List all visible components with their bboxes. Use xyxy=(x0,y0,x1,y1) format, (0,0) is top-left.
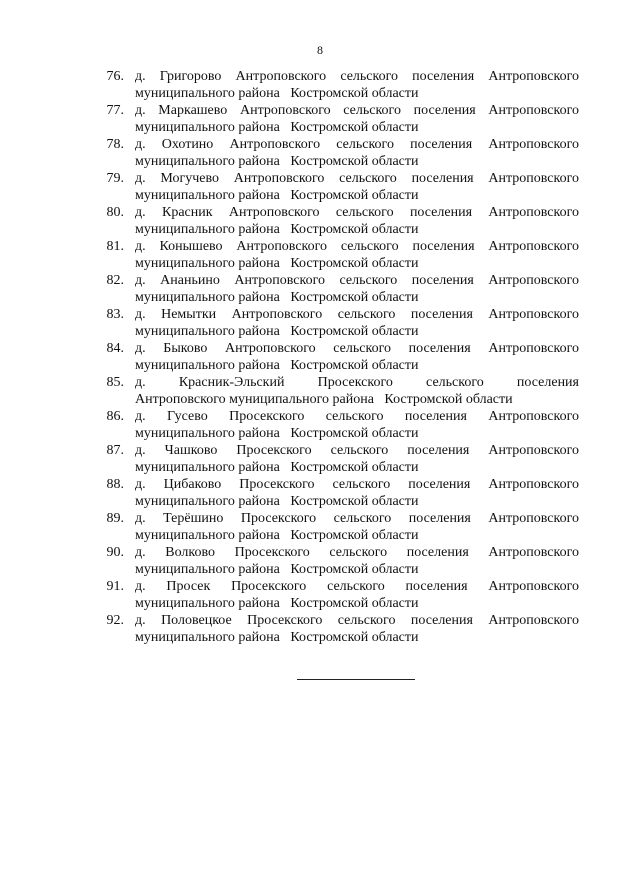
list-item xyxy=(0,408,640,442)
list-item xyxy=(0,68,640,102)
item-number: 84. xyxy=(106,341,124,356)
item-text xyxy=(135,272,579,306)
item-text-line-2: муниципального района Костромской области xyxy=(135,494,419,509)
item-text-line-1: д. Волково Просекского сельского поселения Антроповского xyxy=(135,545,579,560)
item-text-line-2: муниципального района Костромской области xyxy=(135,596,419,611)
item-text-line-2: муниципального района Костромской области xyxy=(135,256,419,271)
item-text-line-2: муниципального района Костромской области xyxy=(135,460,419,475)
item-number: 90. xyxy=(106,545,124,560)
item-number: 88. xyxy=(106,477,124,492)
item-text-line-1: д. Конышево Антроповского сельского поселения Антроповского xyxy=(135,239,579,254)
item-number: 87. xyxy=(106,443,124,458)
item-text-line-2: муниципального района Костромской области xyxy=(135,358,419,373)
list-item xyxy=(0,510,640,544)
item-text-line-2: муниципального района Костромской области xyxy=(135,562,419,577)
list-item xyxy=(0,170,640,204)
item-text xyxy=(135,102,579,136)
end-of-list-divider xyxy=(297,679,415,680)
item-text-line-2: муниципального района Костромской области xyxy=(135,120,419,135)
item-text xyxy=(135,612,579,646)
item-text-line-1: д. Чашково Просекского сельского поселения Антроповского xyxy=(135,443,579,458)
item-text-line-1: д. Гусево Просекского сельского поселения Антроповского xyxy=(135,409,579,424)
list-item xyxy=(0,306,640,340)
list-item xyxy=(0,136,640,170)
item-number: 82. xyxy=(106,273,124,288)
item-text xyxy=(135,68,579,102)
list-item xyxy=(0,442,640,476)
item-text xyxy=(135,578,579,612)
item-text-line-1: д. Могучево Антроповского сельского поселения Антроповского xyxy=(135,171,579,186)
item-text-line-1: д. Быково Антроповского сельского поселения Антроповского xyxy=(135,341,579,356)
page-number: 8 xyxy=(317,43,323,57)
item-text-line-1: д. Просек Просекского сельского поселения Антроповского xyxy=(135,579,579,594)
item-number: 85. xyxy=(106,375,124,390)
item-text xyxy=(135,340,579,374)
item-number: 86. xyxy=(106,409,124,424)
item-text-line-2: муниципального района Костромской области xyxy=(135,630,419,645)
item-text-line-1: д. Красник Антроповского сельского поселения Антроповского xyxy=(135,205,579,220)
item-text xyxy=(135,204,579,238)
item-number: 81. xyxy=(106,239,124,254)
item-text-line-1: д. Ананьино Антроповского сельского поселения Антроповского xyxy=(135,273,579,288)
item-text-line-1: д. Цибаково Просекского сельского поселения Антроповского xyxy=(135,477,579,492)
list-item xyxy=(0,340,640,374)
item-text xyxy=(135,510,579,544)
item-text-line-2: муниципального района Костромской области xyxy=(135,222,419,237)
item-text xyxy=(135,476,579,510)
item-text xyxy=(135,238,579,272)
item-text xyxy=(135,374,579,408)
item-number: 89. xyxy=(106,511,124,526)
item-text-line-2: муниципального района Костромской области xyxy=(135,188,419,203)
item-number: 76. xyxy=(106,69,124,84)
item-text xyxy=(135,408,579,442)
item-text-line-1: д. Терёшино Просекского сельского поселения Антроповского xyxy=(135,511,579,526)
list-item xyxy=(0,238,640,272)
item-text xyxy=(135,136,579,170)
item-number: 91. xyxy=(106,579,124,594)
item-text-line-2: муниципального района Костромской области xyxy=(135,290,419,305)
list-item xyxy=(0,374,640,408)
list-item xyxy=(0,476,640,510)
item-number: 80. xyxy=(106,205,124,220)
item-text-line-2: муниципального района Костромской области xyxy=(135,528,419,543)
item-text-line-2: Антроповского муниципального района Костромской области xyxy=(135,392,513,407)
item-number: 78. xyxy=(106,137,124,152)
list-item xyxy=(0,544,640,578)
list-item xyxy=(0,102,640,136)
item-text-line-1: д. Маркашево Антроповского сельского поселения Антроповского xyxy=(135,103,579,118)
settlement-list xyxy=(0,68,640,646)
list-item xyxy=(0,272,640,306)
item-text-line-1: д. Охотино Антроповского сельского поселения Антроповского xyxy=(135,137,579,152)
item-text-line-1: д. Красник-Эльский Просекского сельского поселения xyxy=(135,375,579,390)
item-text-line-1: д. Григорово Антроповского сельского поселения Антроповского xyxy=(135,69,579,84)
item-text-line-2: муниципального района Костромской области xyxy=(135,426,419,441)
list-item xyxy=(0,204,640,238)
item-text-line-1: д. Немытки Антроповского сельского поселения Антроповского xyxy=(135,307,579,322)
item-text-line-2: муниципального района Костромской области xyxy=(135,324,419,339)
item-text xyxy=(135,170,579,204)
item-text xyxy=(135,442,579,476)
item-text xyxy=(135,544,579,578)
item-number: 92. xyxy=(106,613,124,628)
item-text-line-2: муниципального района Костромской области xyxy=(135,154,419,169)
item-text xyxy=(135,306,579,340)
item-number: 83. xyxy=(106,307,124,322)
item-text-line-2: муниципального района Костромской области xyxy=(135,86,419,101)
item-number: 79. xyxy=(106,171,124,186)
list-item xyxy=(0,612,640,646)
item-text-line-1: д. Половецкое Просекского сельского поселения Антроповского xyxy=(135,613,579,628)
item-number: 77. xyxy=(106,103,124,118)
list-item xyxy=(0,578,640,612)
